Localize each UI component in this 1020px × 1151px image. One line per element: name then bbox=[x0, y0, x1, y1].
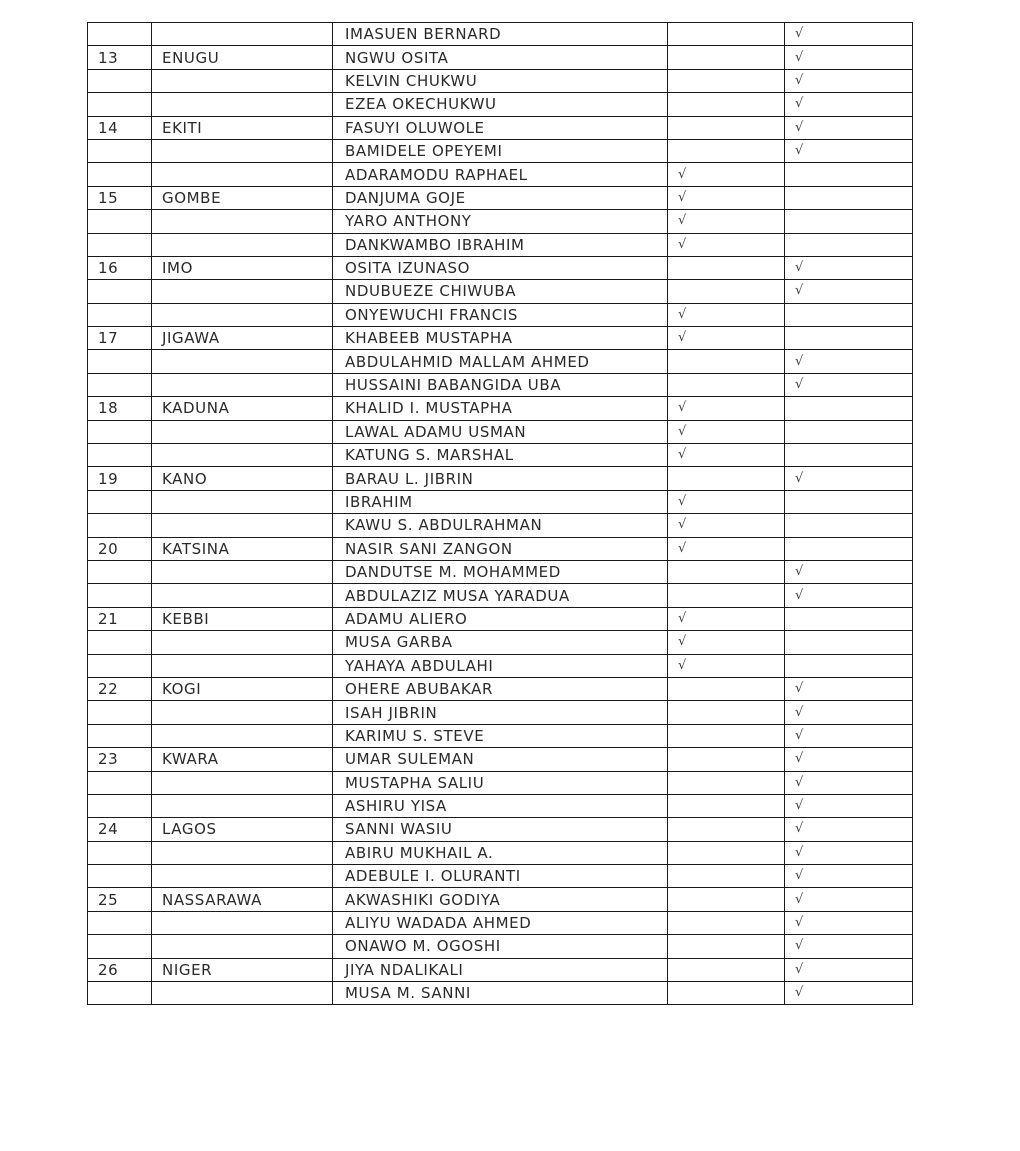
table-row bbox=[88, 935, 913, 958]
table-row bbox=[88, 560, 913, 583]
table-row bbox=[88, 584, 913, 607]
check-column-b-cell: √ bbox=[785, 467, 913, 490]
state-cell bbox=[152, 514, 333, 537]
check-column-a-cell bbox=[668, 373, 785, 396]
row-number-cell bbox=[88, 93, 152, 116]
name-cell: ABIRU MUKHAIL A. bbox=[333, 841, 668, 864]
name-cell: BARAU L. JIBRIN bbox=[333, 467, 668, 490]
check-column-b-cell bbox=[785, 420, 913, 443]
name-cell: HUSSAINI BABANGIDA UBA bbox=[333, 373, 668, 396]
state-cell: JIGAWA bbox=[152, 327, 333, 350]
table-row bbox=[88, 490, 913, 513]
check-column-a-cell bbox=[668, 771, 785, 794]
table-row bbox=[88, 256, 913, 279]
roster-table bbox=[87, 22, 913, 1005]
check-column-b-cell bbox=[785, 327, 913, 350]
state-cell bbox=[152, 373, 333, 396]
name-cell: OHERE ABUBAKAR bbox=[333, 677, 668, 700]
name-cell: MUSA M. SANNI bbox=[333, 982, 668, 1005]
row-number-cell bbox=[88, 794, 152, 817]
row-number-cell bbox=[88, 771, 152, 794]
name-cell: FASUYI OLUWOLE bbox=[333, 116, 668, 139]
table-row bbox=[88, 748, 913, 771]
row-number-cell bbox=[88, 373, 152, 396]
table-row bbox=[88, 397, 913, 420]
check-column-a-cell bbox=[668, 888, 785, 911]
check-column-a-cell bbox=[668, 467, 785, 490]
table-row bbox=[88, 888, 913, 911]
state-cell: NASSARAWA bbox=[152, 888, 333, 911]
row-number-cell: 20 bbox=[88, 537, 152, 560]
row-number-cell bbox=[88, 841, 152, 864]
row-number-cell: 24 bbox=[88, 818, 152, 841]
row-number-cell bbox=[88, 139, 152, 162]
check-column-b-cell: √ bbox=[785, 584, 913, 607]
name-cell: YARO ANTHONY bbox=[333, 210, 668, 233]
check-column-b-cell: √ bbox=[785, 794, 913, 817]
state-cell: KOGI bbox=[152, 677, 333, 700]
name-cell: IMASUEN BERNARD bbox=[333, 23, 668, 46]
name-cell: ADARAMODU RAPHAEL bbox=[333, 163, 668, 186]
state-cell: KWARA bbox=[152, 748, 333, 771]
table-row bbox=[88, 654, 913, 677]
name-cell: ALIYU WADADA AHMED bbox=[333, 911, 668, 934]
check-column-a-cell bbox=[668, 93, 785, 116]
table-row bbox=[88, 373, 913, 396]
table-row bbox=[88, 163, 913, 186]
name-cell: ABDULAZIZ MUSA YARADUA bbox=[333, 584, 668, 607]
check-column-b-cell: √ bbox=[785, 724, 913, 747]
state-cell bbox=[152, 69, 333, 92]
check-column-b-cell: √ bbox=[785, 350, 913, 373]
check-column-a-cell bbox=[668, 256, 785, 279]
check-column-b-cell: √ bbox=[785, 958, 913, 981]
state-cell bbox=[152, 23, 333, 46]
check-column-b-cell: √ bbox=[785, 139, 913, 162]
name-cell: KAWU S. ABDULRAHMAN bbox=[333, 514, 668, 537]
table-row bbox=[88, 186, 913, 209]
state-cell bbox=[152, 631, 333, 654]
row-number-cell: 18 bbox=[88, 397, 152, 420]
row-number-cell: 26 bbox=[88, 958, 152, 981]
state-cell bbox=[152, 560, 333, 583]
row-number-cell bbox=[88, 911, 152, 934]
name-cell: ISAH JIBRIN bbox=[333, 701, 668, 724]
check-column-b-cell bbox=[785, 444, 913, 467]
table-row bbox=[88, 607, 913, 630]
check-column-b-cell: √ bbox=[785, 23, 913, 46]
check-column-a-cell bbox=[668, 865, 785, 888]
check-column-a-cell: √ bbox=[668, 444, 785, 467]
check-column-b-cell: √ bbox=[785, 982, 913, 1005]
row-number-cell: 21 bbox=[88, 607, 152, 630]
name-cell: ABDULAHMID MALLAM AHMED bbox=[333, 350, 668, 373]
state-cell bbox=[152, 701, 333, 724]
table-row bbox=[88, 865, 913, 888]
name-cell: SANNI WASIU bbox=[333, 818, 668, 841]
check-column-a-cell: √ bbox=[668, 631, 785, 654]
check-column-a-cell: √ bbox=[668, 490, 785, 513]
check-column-a-cell: √ bbox=[668, 607, 785, 630]
row-number-cell bbox=[88, 280, 152, 303]
state-cell bbox=[152, 93, 333, 116]
row-number-cell: 16 bbox=[88, 256, 152, 279]
table-row bbox=[88, 958, 913, 981]
check-column-a-cell: √ bbox=[668, 210, 785, 233]
table-row bbox=[88, 93, 913, 116]
check-column-b-cell: √ bbox=[785, 911, 913, 934]
table-row bbox=[88, 724, 913, 747]
check-column-a-cell bbox=[668, 701, 785, 724]
row-number-cell: 19 bbox=[88, 467, 152, 490]
state-cell bbox=[152, 865, 333, 888]
row-number-cell: 17 bbox=[88, 327, 152, 350]
name-cell: UMAR SULEMAN bbox=[333, 748, 668, 771]
check-column-a-cell bbox=[668, 139, 785, 162]
name-cell: DANKWAMBO IBRAHIM bbox=[333, 233, 668, 256]
state-cell bbox=[152, 139, 333, 162]
state-cell bbox=[152, 420, 333, 443]
state-cell: IMO bbox=[152, 256, 333, 279]
check-column-a-cell bbox=[668, 584, 785, 607]
check-column-b-cell bbox=[785, 397, 913, 420]
row-number-cell bbox=[88, 23, 152, 46]
row-number-cell: 14 bbox=[88, 116, 152, 139]
name-cell: KHALID I. MUSTAPHA bbox=[333, 397, 668, 420]
table-row bbox=[88, 139, 913, 162]
roster-body bbox=[88, 23, 913, 1005]
check-column-a-cell bbox=[668, 958, 785, 981]
check-column-b-cell bbox=[785, 490, 913, 513]
state-cell bbox=[152, 724, 333, 747]
state-cell bbox=[152, 280, 333, 303]
state-cell bbox=[152, 350, 333, 373]
row-number-cell bbox=[88, 350, 152, 373]
name-cell: KATUNG S. MARSHAL bbox=[333, 444, 668, 467]
name-cell: ADEBULE I. OLURANTI bbox=[333, 865, 668, 888]
check-column-a-cell: √ bbox=[668, 654, 785, 677]
row-number-cell bbox=[88, 233, 152, 256]
name-cell: NDUBUEZE CHIWUBA bbox=[333, 280, 668, 303]
check-column-b-cell: √ bbox=[785, 701, 913, 724]
row-number-cell bbox=[88, 69, 152, 92]
state-cell bbox=[152, 982, 333, 1005]
check-column-a-cell: √ bbox=[668, 397, 785, 420]
name-cell: ONAWO M. OGOSHI bbox=[333, 935, 668, 958]
check-column-b-cell: √ bbox=[785, 256, 913, 279]
table-row bbox=[88, 841, 913, 864]
check-column-a-cell bbox=[668, 911, 785, 934]
check-column-b-cell: √ bbox=[785, 771, 913, 794]
check-column-b-cell bbox=[785, 233, 913, 256]
check-column-a-cell bbox=[668, 748, 785, 771]
check-column-b-cell bbox=[785, 537, 913, 560]
table-row bbox=[88, 116, 913, 139]
table-row bbox=[88, 280, 913, 303]
check-column-b-cell: √ bbox=[785, 93, 913, 116]
check-column-a-cell: √ bbox=[668, 186, 785, 209]
check-column-b-cell bbox=[785, 186, 913, 209]
state-cell: LAGOS bbox=[152, 818, 333, 841]
table-row bbox=[88, 467, 913, 490]
state-cell bbox=[152, 841, 333, 864]
row-number-cell bbox=[88, 701, 152, 724]
row-number-cell bbox=[88, 982, 152, 1005]
table-row bbox=[88, 420, 913, 443]
check-column-b-cell bbox=[785, 303, 913, 326]
check-column-a-cell bbox=[668, 982, 785, 1005]
state-cell: KANO bbox=[152, 467, 333, 490]
name-cell: DANDUTSE M. MOHAMMED bbox=[333, 560, 668, 583]
state-cell: NIGER bbox=[152, 958, 333, 981]
check-column-b-cell bbox=[785, 607, 913, 630]
name-cell: NGWU OSITA bbox=[333, 46, 668, 69]
row-number-cell bbox=[88, 210, 152, 233]
state-cell bbox=[152, 935, 333, 958]
table-row bbox=[88, 350, 913, 373]
table-row bbox=[88, 537, 913, 560]
check-column-b-cell: √ bbox=[785, 677, 913, 700]
table-row bbox=[88, 631, 913, 654]
check-column-a-cell bbox=[668, 560, 785, 583]
row-number-cell bbox=[88, 865, 152, 888]
check-column-a-cell bbox=[668, 794, 785, 817]
state-cell: ENUGU bbox=[152, 46, 333, 69]
state-cell: EKITI bbox=[152, 116, 333, 139]
row-number-cell bbox=[88, 420, 152, 443]
state-cell bbox=[152, 210, 333, 233]
row-number-cell: 13 bbox=[88, 46, 152, 69]
table-row bbox=[88, 210, 913, 233]
table-row bbox=[88, 677, 913, 700]
check-column-a-cell: √ bbox=[668, 514, 785, 537]
check-column-b-cell: √ bbox=[785, 280, 913, 303]
state-cell bbox=[152, 911, 333, 934]
state-cell: KATSINA bbox=[152, 537, 333, 560]
name-cell: ASHIRU YISA bbox=[333, 794, 668, 817]
row-number-cell bbox=[88, 444, 152, 467]
row-number-cell bbox=[88, 654, 152, 677]
check-column-b-cell: √ bbox=[785, 116, 913, 139]
state-cell bbox=[152, 584, 333, 607]
check-column-b-cell bbox=[785, 514, 913, 537]
check-column-a-cell: √ bbox=[668, 163, 785, 186]
check-column-a-cell bbox=[668, 935, 785, 958]
check-column-a-cell bbox=[668, 350, 785, 373]
check-column-b-cell: √ bbox=[785, 748, 913, 771]
row-number-cell bbox=[88, 935, 152, 958]
name-cell: EZEA OKECHUKWU bbox=[333, 93, 668, 116]
table-row bbox=[88, 233, 913, 256]
state-cell bbox=[152, 163, 333, 186]
table-row bbox=[88, 303, 913, 326]
check-column-b-cell bbox=[785, 654, 913, 677]
check-column-b-cell: √ bbox=[785, 888, 913, 911]
name-cell: YAHAYA ABDULAHI bbox=[333, 654, 668, 677]
state-cell: KEBBI bbox=[152, 607, 333, 630]
check-column-b-cell bbox=[785, 163, 913, 186]
state-cell bbox=[152, 771, 333, 794]
table-row bbox=[88, 327, 913, 350]
state-cell bbox=[152, 654, 333, 677]
check-column-a-cell bbox=[668, 677, 785, 700]
state-cell bbox=[152, 794, 333, 817]
row-number-cell bbox=[88, 303, 152, 326]
state-cell bbox=[152, 444, 333, 467]
name-cell: ONYEWUCHI FRANCIS bbox=[333, 303, 668, 326]
check-column-a-cell: √ bbox=[668, 233, 785, 256]
check-column-b-cell: √ bbox=[785, 46, 913, 69]
state-cell: KADUNA bbox=[152, 397, 333, 420]
name-cell: MUSTAPHA SALIU bbox=[333, 771, 668, 794]
check-column-a-cell bbox=[668, 841, 785, 864]
table-row bbox=[88, 701, 913, 724]
row-number-cell bbox=[88, 560, 152, 583]
row-number-cell bbox=[88, 490, 152, 513]
row-number-cell bbox=[88, 724, 152, 747]
check-column-b-cell: √ bbox=[785, 935, 913, 958]
table-row bbox=[88, 771, 913, 794]
row-number-cell: 22 bbox=[88, 677, 152, 700]
check-column-a-cell: √ bbox=[668, 537, 785, 560]
check-column-a-cell: √ bbox=[668, 327, 785, 350]
table-row bbox=[88, 69, 913, 92]
table-row bbox=[88, 911, 913, 934]
table-row bbox=[88, 514, 913, 537]
name-cell: KHABEEB MUSTAPHA bbox=[333, 327, 668, 350]
row-number-cell: 25 bbox=[88, 888, 152, 911]
table-row bbox=[88, 46, 913, 69]
table-row bbox=[88, 23, 913, 46]
name-cell: JIYA NDALIKALI bbox=[333, 958, 668, 981]
name-cell: OSITA IZUNASO bbox=[333, 256, 668, 279]
row-number-cell bbox=[88, 631, 152, 654]
check-column-a-cell: √ bbox=[668, 420, 785, 443]
state-cell bbox=[152, 303, 333, 326]
check-column-a-cell bbox=[668, 69, 785, 92]
check-column-a-cell bbox=[668, 818, 785, 841]
check-column-b-cell: √ bbox=[785, 373, 913, 396]
check-column-b-cell: √ bbox=[785, 69, 913, 92]
check-column-a-cell bbox=[668, 46, 785, 69]
name-cell: LAWAL ADAMU USMAN bbox=[333, 420, 668, 443]
check-column-a-cell: √ bbox=[668, 303, 785, 326]
name-cell: KARIMU S. STEVE bbox=[333, 724, 668, 747]
check-column-b-cell: √ bbox=[785, 818, 913, 841]
check-column-a-cell bbox=[668, 116, 785, 139]
check-column-b-cell: √ bbox=[785, 560, 913, 583]
name-cell: ADAMU ALIERO bbox=[333, 607, 668, 630]
row-number-cell: 23 bbox=[88, 748, 152, 771]
name-cell: AKWASHIKI GODIYA bbox=[333, 888, 668, 911]
check-column-b-cell: √ bbox=[785, 865, 913, 888]
table-row bbox=[88, 794, 913, 817]
table-row bbox=[88, 982, 913, 1005]
check-column-a-cell bbox=[668, 23, 785, 46]
name-cell: DANJUMA GOJE bbox=[333, 186, 668, 209]
table-row bbox=[88, 444, 913, 467]
check-column-a-cell bbox=[668, 724, 785, 747]
name-cell: IBRAHIM bbox=[333, 490, 668, 513]
row-number-cell bbox=[88, 163, 152, 186]
check-column-b-cell: √ bbox=[785, 841, 913, 864]
name-cell: KELVIN CHUKWU bbox=[333, 69, 668, 92]
check-column-b-cell bbox=[785, 631, 913, 654]
row-number-cell: 15 bbox=[88, 186, 152, 209]
table-row bbox=[88, 818, 913, 841]
row-number-cell bbox=[88, 584, 152, 607]
name-cell: NASIR SANI ZANGON bbox=[333, 537, 668, 560]
state-cell bbox=[152, 490, 333, 513]
check-column-b-cell bbox=[785, 210, 913, 233]
state-cell: GOMBE bbox=[152, 186, 333, 209]
state-cell bbox=[152, 233, 333, 256]
check-column-a-cell bbox=[668, 280, 785, 303]
name-cell: MUSA GARBA bbox=[333, 631, 668, 654]
name-cell: BAMIDELE OPEYEMI bbox=[333, 139, 668, 162]
row-number-cell bbox=[88, 514, 152, 537]
